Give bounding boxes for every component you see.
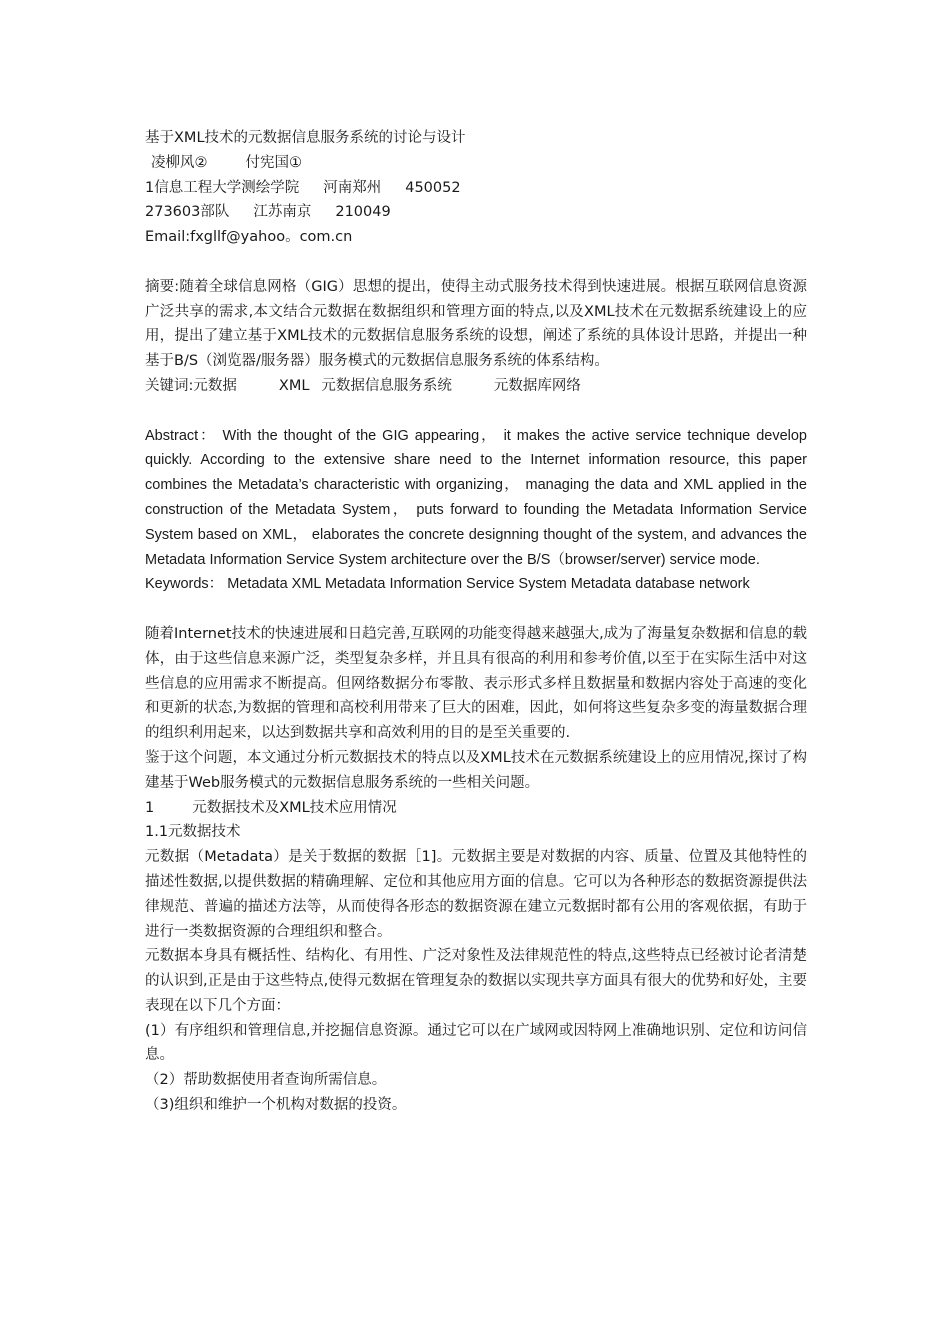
- affiliation-place: 江苏南京: [253, 204, 312, 221]
- intro-paragraph: 随着Internet技术的快速进展和日趋完善,互联网的功能变得越来越强大,成为了海量复杂数据和信息的载体，由于这些信息来源广泛，类型复杂多样，并且具有很高的利用和参考价值,以至于在实际生活中对这些信息的应用需求不断提高。但网络数据分布零散、表示形式多样且数据量和数据内容处于高速的变化和更新的状态,为数据的管理和高校利用带来了巨大的困难，因此，如何将这些复杂多变的海量数据合理的组织利用起来，以达到数据共享和高效利用的目的是至关重要的.: [145, 625, 807, 742]
- abstract-chinese: 摘要:随着全球信息网格（GIG）思想的提出，使得主动式服务技术得到快速进展。根据互联网信息资源广泛共享的需求,本文结合元数据在数据组织和管理方面的特点,以及XML技术在元数据系统建设上的应用，提出了建立基于XML技术的元数据信息服务系统的设想，阐述了系统的具体设计思路，并提出一种基于B/S（浏览器/服务器）服务模式的元数据信息服务系统的体系结构。: [145, 278, 807, 370]
- affiliation-code: 210049: [335, 204, 391, 221]
- keywords-label: 关键词:元数据: [145, 377, 237, 394]
- section-number: 1: [145, 799, 155, 816]
- subsection-heading: 1.1元数据技术: [145, 824, 241, 841]
- affiliation-name: 1信息工程大学测绘学院: [145, 179, 300, 196]
- list-item: （3)组织和维护一个机构对数据的投资。: [145, 1097, 407, 1114]
- affiliation-2: [145, 200, 807, 225]
- keyword: XML: [278, 377, 310, 394]
- section-title: 元数据技术及XML技术应用情况: [192, 799, 397, 816]
- section-heading: [145, 796, 807, 821]
- affiliation-code: 450052: [405, 179, 461, 196]
- affiliation-name: 273603部队: [145, 204, 230, 221]
- paper-title: 基于XML技术的元数据信息服务系统的讨论与设计: [145, 130, 466, 146]
- email: Email:fxgllf@yahoo。com.cn: [145, 229, 353, 246]
- body-paragraph: 元数据（Metadata）是关于数据的数据［1]。元数据主要是对数据的内容、质量、位置及其他特性的描述性数据,以提供数据的精确理解、定位和其他应用方面的信息。它可以为各种形态的数据资源提供法律规范、普遍的描述方法等，从而使得各形态的数据资源在建立元数据时都有公用的客观依据，有助于进行一类数据资源的合理组织和整合。: [145, 849, 807, 940]
- document-body: [145, 126, 807, 1118]
- list-item: （2）帮助数据使用者查询所需信息。: [145, 1072, 387, 1089]
- author-line: [145, 151, 807, 176]
- abstract-english: Abstract： With the thought of the GIG appearing， it makes the active service technique develop quickly. According to the extensive share need to the Internet information resource, this paper combines the Metadata’s characteristic with organizing， managing the data and XML applied in the construction of the Metadata System， puts forward to founding the Metadata Information Service System based on XML， elaborates the concrete designning thought of the system, and advances the Metadata Information Service System architecture over the B/S（browser/server) service mode.: [145, 427, 807, 568]
- intro-paragraph: 鉴于这个问题，本文通过分析元数据技术的特点以及XML技术在元数据系统建设上的应用情况,探讨了构建基于Web服务模式的元数据信息服务系统的一些相关问题。: [145, 749, 807, 791]
- keywords-chinese: [145, 374, 807, 399]
- keywords-english: Keywords： Metadata XML Metadata Information Service System Metadata database network: [145, 576, 750, 593]
- keyword: 元数据库网络: [493, 377, 581, 394]
- affiliation-1: [145, 176, 807, 201]
- author-2: 付宪国①: [245, 154, 302, 171]
- list-item: (1）有序组织和管理信息,并挖掘信息资源。通过它可以在广域网或因特网上准确地识别、定位和访问信息。: [145, 1022, 807, 1064]
- body-paragraph: 元数据本身具有概括性、结构化、有用性、广泛对象性及法律规范性的特点,这些特点已经被讨论者清楚的认识到,正是由于这些特点,使得元数据在管理复杂的数据以实现共享方面具有很大的优势和好处，主要表现在以下几个方面：: [145, 948, 807, 1014]
- author-1: 凌柳风②: [151, 154, 208, 171]
- affiliation-place: 河南郑州: [323, 179, 382, 196]
- keyword: 元数据信息服务系统: [321, 377, 452, 394]
